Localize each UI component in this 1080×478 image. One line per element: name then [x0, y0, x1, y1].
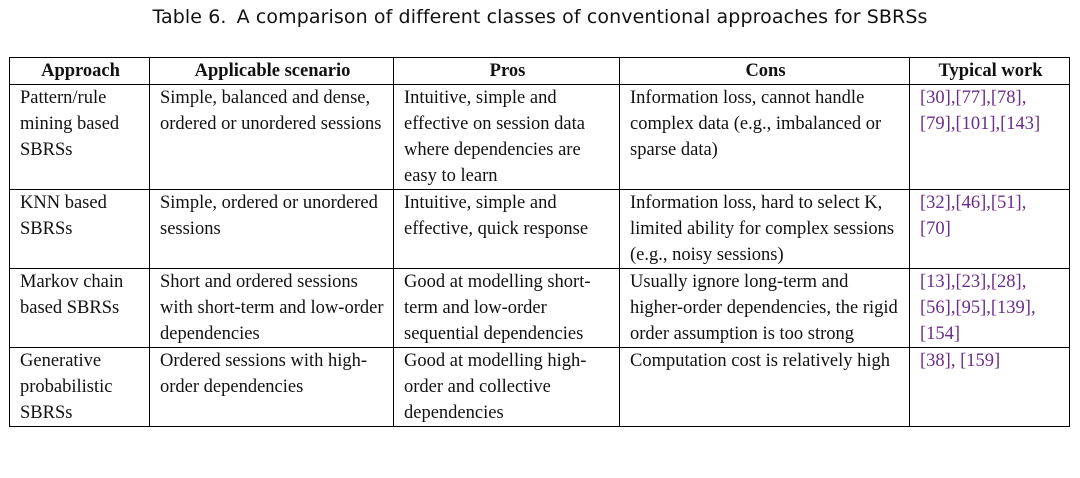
header-approach: Approach	[10, 58, 150, 85]
cell-cons: Information loss, hard to select K, limited ability for complex sessions (e.g., noisy sessions)	[620, 190, 910, 269]
header-typical-work: Typical work	[910, 58, 1070, 85]
cell-approach: KNN based SBRSs	[10, 190, 150, 269]
cell-typical-work: [38], [159]	[910, 348, 1070, 427]
cell-typical-work: [13],[23],[28], [56],[95],[139], [154]	[910, 269, 1070, 348]
header-scenario: Applicable scenario	[150, 58, 394, 85]
table-row	[10, 348, 1070, 427]
table-caption	[0, 6, 1080, 28]
cell-pros: Good at modelling short-term and low-order sequential dependencies	[394, 269, 620, 348]
cell-approach: Markov chain based SBRSs	[10, 269, 150, 348]
cell-cons: Usually ignore long-term and higher-order dependencies, the rigid order assumption is too strong	[620, 269, 910, 348]
comparison-table	[9, 57, 1070, 427]
table-row	[10, 269, 1070, 348]
header-row	[10, 58, 1070, 85]
table-row	[10, 85, 1070, 190]
header-pros: Pros	[394, 58, 620, 85]
cell-pros: Good at modelling high-order and collective dependencies	[394, 348, 620, 427]
cell-pros: Intuitive, simple and effective, quick response	[394, 190, 620, 269]
cell-approach: Pattern/rule mining based SBRSs	[10, 85, 150, 190]
cell-approach: Generative probabilistic SBRSs	[10, 348, 150, 427]
cell-scenario: Ordered sessions with high-order dependencies	[150, 348, 394, 427]
table-title: A comparison of different classes of conventional approaches for SBRSs	[236, 6, 928, 28]
cell-scenario: Simple, balanced and dense, ordered or unordered sessions	[150, 85, 394, 190]
cell-typical-work: [30],[77],[78], [79],[101],[143]	[910, 85, 1070, 190]
table-row	[10, 190, 1070, 269]
cell-scenario: Simple, ordered or unordered sessions	[150, 190, 394, 269]
table-number: Table 6.	[152, 6, 227, 28]
cell-pros: Intuitive, simple and effective on session data where dependencies are easy to learn	[394, 85, 620, 190]
cell-typical-work: [32],[46],[51], [70]	[910, 190, 1070, 269]
cell-cons: Computation cost is relatively high	[620, 348, 910, 427]
cell-scenario: Short and ordered sessions with short-term and low-order dependencies	[150, 269, 394, 348]
header-cons: Cons	[620, 58, 910, 85]
cell-cons: Information loss, cannot handle complex data (e.g., imbalanced or sparse data)	[620, 85, 910, 190]
